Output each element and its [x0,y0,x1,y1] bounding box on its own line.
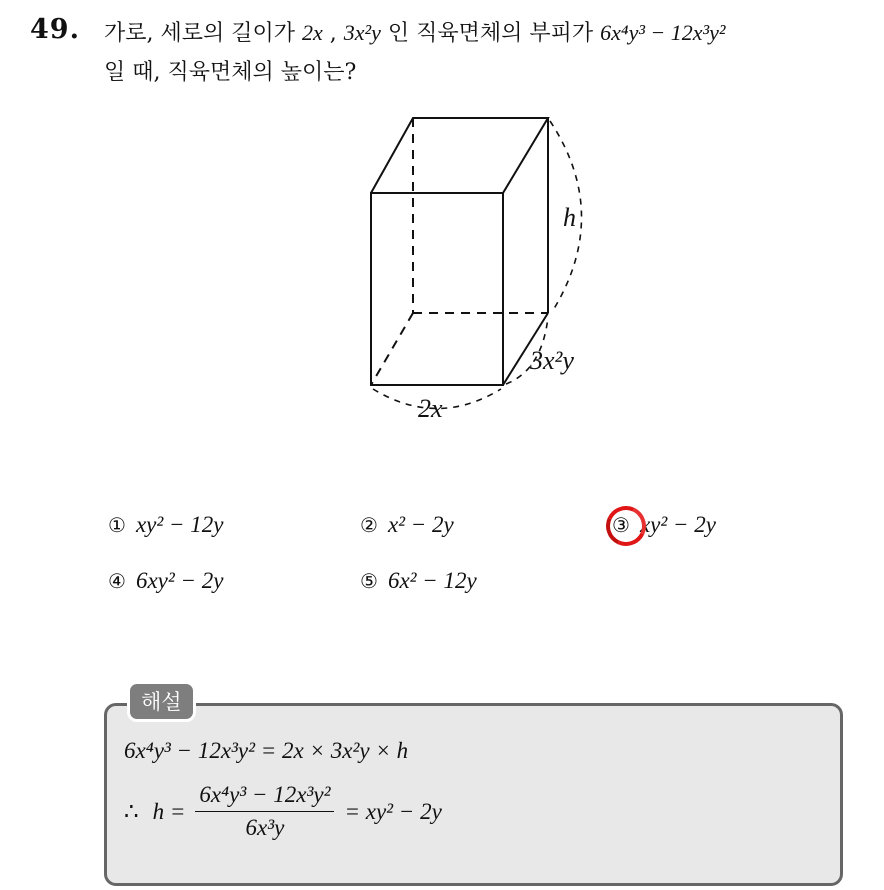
cuboid-front-face [371,193,503,385]
choice-5-number: ⑤ [360,569,378,593]
solution-equation: 6x⁴y³ − 12x³y² = 2x × 3x²y × h [124,738,409,763]
solution-line-2 [124,782,442,841]
choice-3-expression: xy² − 2y [639,512,716,537]
question-line-2: 일 때, 직육면체의 높이는? [104,60,357,85]
depth-expression: 3x²y [343,20,381,45]
separator: , [329,21,337,46]
solution-lhs: h = [152,798,186,824]
choice-5[interactable] [360,568,477,594]
choice-2[interactable] [360,512,454,538]
choice-4-number: ④ [108,569,126,593]
solution-line-1 [124,738,408,764]
question-number: 49. [30,14,80,45]
choice-4[interactable] [108,568,223,594]
therefore-symbol: ∴ [124,798,139,824]
choice-2-expression: x² − 2y [387,512,454,537]
solution-fraction [195,782,334,841]
solution-rhs: = xy² − 2y [344,798,442,824]
fraction-numerator: 6x⁴y³ − 12x³y² [195,782,334,812]
solution-tag: 해설 [127,681,196,722]
choice-2-number: ② [360,513,378,537]
choice-1-expression: xy² − 12y [135,512,224,537]
depth-label: 3x²y [530,346,574,375]
question-text-prefix: 가로, 세로의 길이가 [104,21,295,46]
width-label: 2x [418,394,443,423]
choice-3-number: ③ [612,513,630,537]
choice-1-number: ① [108,513,126,537]
choice-4-expression: 6xy² − 2y [135,568,224,593]
question-text-mid: 인 직육면체의 부피가 [387,21,594,46]
height-label: h [563,203,576,232]
width-expression: 2x [302,20,323,45]
choice-5-expression: 6x² − 12y [387,568,477,593]
hidden-left-bottom-edge [371,313,413,385]
cuboid-top-face [371,118,548,193]
choice-1[interactable] [108,512,223,538]
fraction-denominator: 6x³y [245,815,285,840]
volume-expression: 6x⁴y³ − 12x³y² [600,20,726,45]
